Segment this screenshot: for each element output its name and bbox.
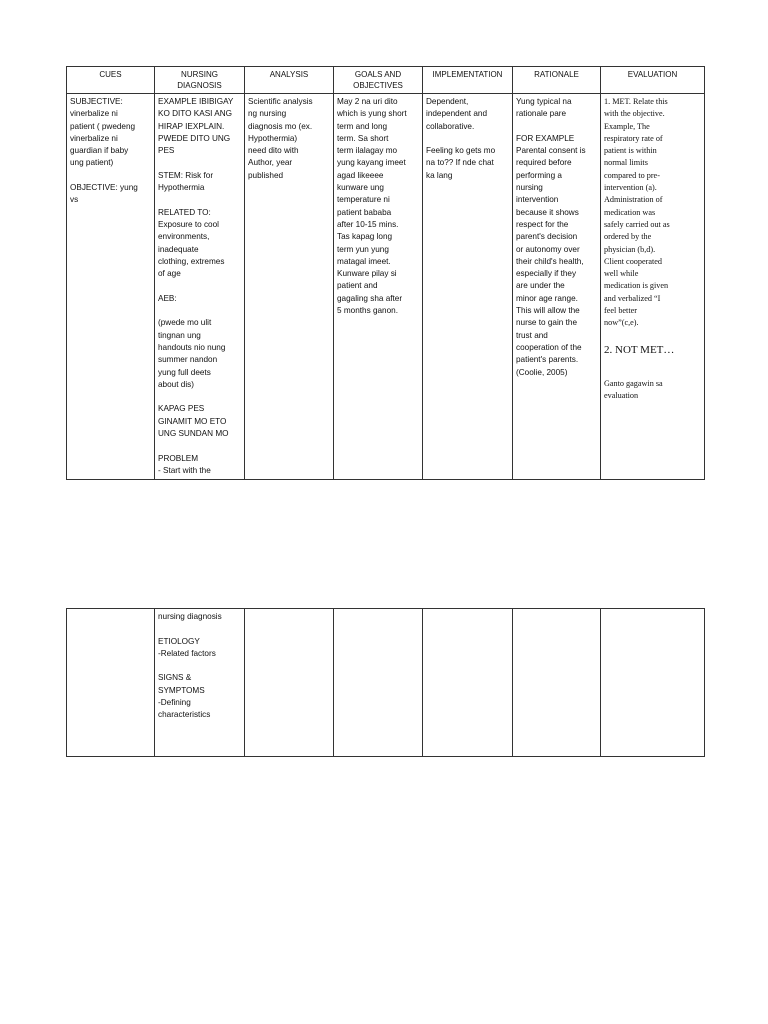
diagnosis-signs-symptoms: SIGNS & SYMPTOMS -Defining characteristics (158, 673, 211, 720)
care-plan-table-page2 (66, 608, 705, 757)
implementation-cell (423, 94, 513, 480)
diagnosis-related-to: RELATED TO: Exposure to cool environments, inadequate clothing, extremes of age (158, 207, 225, 279)
cues-subjective: SUBJECTIVE: vinerbalize ni patient ( pwedeng vinerbalize ni guardian if baby ung patient) (70, 97, 136, 168)
evaluation-not-met: 2. NOT MET… (604, 343, 675, 356)
diagnosis-continuation: nursing diagnosis (158, 612, 222, 621)
diagnosis-problem: PROBLEM - Start with the (158, 453, 211, 475)
rationale-intro: Yung typical na rationale pare (516, 97, 572, 119)
header-implementation: IMPLEMENTATION (423, 67, 513, 94)
table-row (67, 94, 705, 480)
care-plan-table-page1 (66, 66, 705, 480)
header-nursing-diagnosis: NURSING DIAGNOSIS (155, 67, 245, 94)
implementation-cell (423, 609, 513, 757)
diagnosis-handouts-note: (pwede mo ulit tingnan ung handouts nio nung summer nandon yung full deets about dis) (158, 318, 226, 389)
analysis-cell (245, 609, 334, 757)
cues-cell (67, 94, 155, 480)
table-row (67, 609, 705, 757)
rationale-cell (513, 609, 601, 757)
diagnosis-stem: STEM: Risk for Hypothermia (158, 170, 214, 193)
diagnosis-pes-note: KAPAG PES GINAMIT MO ETO UNG SUNDAN MO (158, 404, 229, 439)
rationale-cell (513, 94, 601, 480)
cues-cell (67, 609, 155, 757)
diagnosis-example: EXAMPLE IBIBIGAY KO DITO KASI ANG HIRAP IEXPLAIN. PWEDE DITO UNG PES (158, 97, 234, 156)
evaluation-cell (601, 94, 705, 480)
goals-cell (334, 609, 423, 757)
header-row (67, 67, 705, 94)
nursing-diagnosis-cell (155, 609, 245, 757)
evaluation-met: 1. MET. Relate this with the objective. Example, The respiratory rate of patient is within normal limits compared to pre- intervention (a). Administration of medication was safely carried out as ordered by the physician (b,d). Client cooperated well while medication is given and verbalized “I feel better now”(c,e). (604, 97, 670, 328)
header-rationale: RATIONALE (513, 67, 601, 94)
rationale-example: FOR EXAMPLE Parental consent is required before performing a nursing intervention because it shows respect for the parent's decision or autonomy over their child's health, especially if they are under the minor age range. This will allow the nurse to gain the trust and cooperation of the patient's parents. (Coolie, 2005) (516, 133, 586, 377)
evaluation-cell (601, 609, 705, 757)
header-cues: CUES (67, 67, 155, 94)
implementation-note: Feeling ko gets mo na to?? If nde chat ka lang (426, 146, 496, 180)
analysis-cell (245, 94, 334, 480)
diagnosis-aeb: AEB: (158, 293, 177, 303)
diagnosis-etiology: ETIOLOGY -Related factors (158, 636, 216, 658)
nursing-diagnosis-cell (155, 94, 245, 480)
header-evaluation: EVALUATION (601, 67, 705, 94)
implementation-types: Dependent, independent and collaborative. (426, 97, 488, 131)
cues-objective: OBJECTIVE: yung vs (70, 183, 138, 205)
header-goals-objectives: GOALS AND OBJECTIVES (334, 67, 423, 94)
goals-cell (334, 94, 423, 480)
evaluation-note: Ganto gagawin sa evaluation (604, 378, 663, 401)
analysis-text: Scientific analysis ng nursing diagnosis mo (ex. Hypothermia) need dito with Author, year published (248, 97, 313, 180)
goals-text: May 2 na uri dito which is yung short term and long term. Sa short term ilalagay mo yung kayang imeet agad likeeee kunware ung temperature ni patient bababa after 10-15 mins. Tas kapag long term yun yung matagal imeet. Kunware pilay si patient and gagaling sha after 5 months ganon. (337, 97, 407, 316)
header-analysis: ANALYSIS (245, 67, 334, 94)
